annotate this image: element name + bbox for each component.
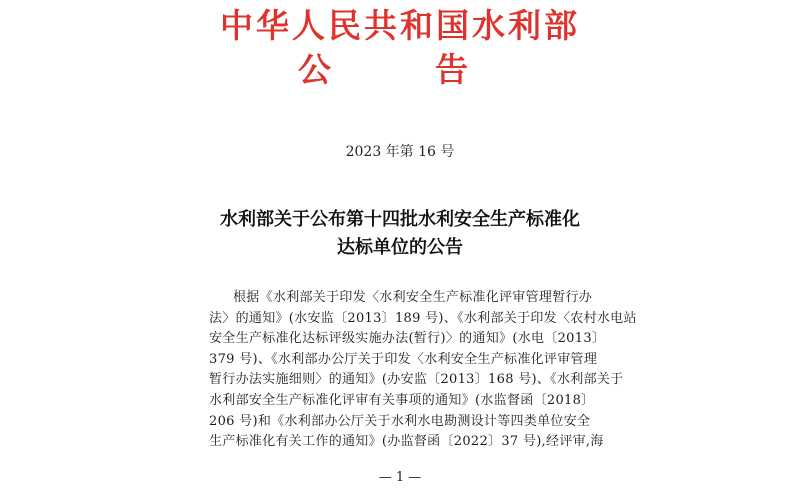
body-line: 安全生产标准化达标评级实施办法(暂行)〉的通知》(水电〔2013〕 — [209, 331, 606, 347]
body-line: 379 号)、《水利部办公厅关于印发〈水利安全生产标准化评审管理 — [209, 351, 598, 367]
body-line: 法〉的通知》(水安监〔2013〕189 号)、《水利部关于印发〈农村水电站 — [209, 310, 637, 326]
doc-type-char: 告 — [435, 50, 468, 89]
body-line: 暂行办法实施细则〉的通知》(办安监〔2013〕168 号)、《水利部关于 — [209, 372, 624, 388]
doc-number: 2023 年第 16 号 — [345, 144, 455, 160]
page-number: — 1 — — [378, 470, 422, 485]
body-line: 根据《水利部关于印发〈水利安全生产标准化评审管理暂行办 — [233, 290, 593, 305]
title-line: 水利部关于公布第十四批水利安全生产标准化 — [220, 209, 580, 230]
body-text — [209, 288, 637, 453]
body-line: 水利部安全生产标准化评审有关事项的通知》(水监督函〔2018〕 — [209, 392, 595, 408]
doc-type-heading — [0, 50, 800, 90]
issuer-header: 中华人民共和国水利部 — [220, 6, 580, 45]
doc-type-char: 公 — [298, 50, 331, 89]
body-line: 生产标准化有关工作的通知》(办监督函〔2022〕37 号),经评审,海 — [209, 434, 604, 450]
body-line: 206 号)和《水利部办公厅关于水利水电勘测设计等四类单位安全 — [209, 413, 591, 429]
title-line: 达标单位的公告 — [337, 237, 463, 258]
announcement-title — [0, 206, 800, 262]
